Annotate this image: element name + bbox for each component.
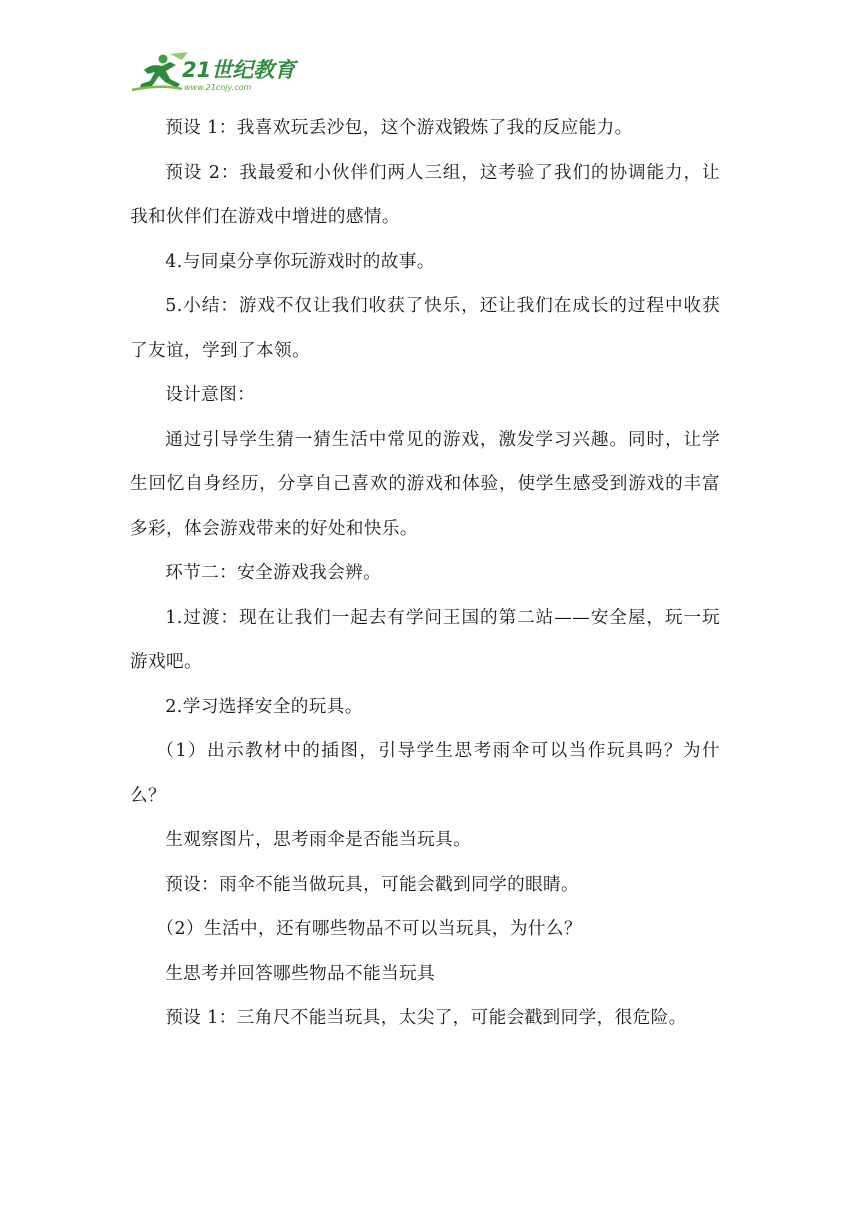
runner-logo-icon	[130, 50, 305, 94]
logo	[130, 50, 305, 94]
paragraph: 5.小结：游戏不仅让我们收获了快乐，还让我们在成长的过程中收获了友谊，学到了本领。	[130, 296, 720, 361]
paragraph: （1）出示教材中的插图，引导学生思考雨伞可以当作玩具吗？为什么？	[130, 741, 720, 806]
paragraph: 预设 1：我喜欢玩丢沙包，这个游戏锻炼了我的反应能力。	[165, 118, 633, 138]
paragraph: （2）生活中，还有哪些物品不可以当玩具，为什么？	[156, 919, 582, 939]
paragraph: 2.学习选择安全的玩具。	[165, 696, 363, 717]
paragraph: 生观察图片，思考雨伞是否能当玩具。	[165, 830, 472, 850]
paragraph: 1.过渡：现在让我们一起去有学问王国的第二站——安全屋，玩一玩游戏吧。	[130, 607, 720, 672]
paragraph: 环节二：安全游戏我会辨。	[165, 563, 382, 583]
paragraph: 生思考并回答哪些物品不能当玩具	[165, 963, 436, 984]
paragraph: 预设：雨伞不能当做玩具，可能会戳到同学的眼睛。	[165, 874, 580, 895]
paragraph: 预设 1：三角尺不能当玩具，太尖了，可能会戳到同学，很危险。	[165, 1008, 687, 1028]
logo-url: www.21cnjy.com	[184, 83, 252, 92]
document-body	[130, 106, 720, 1041]
paragraph: 预设 2：我最爱和小伙伴们两人三组，这考验了我们的协调能力，让我和伙伴们在游戏中增进的感情。	[130, 162, 720, 227]
paragraph: 设计意图：	[165, 385, 256, 405]
paragraph: 4.与同桌分享你玩游戏时的故事。	[165, 251, 435, 272]
logo-text: 21世纪教育	[182, 58, 296, 82]
paragraph: 通过引导学生猜一猜生活中常见的游戏，激发学习兴趣。同时，让学生回忆自身经历，分享自己喜欢的游戏和体验，使学生感受到游戏的丰富多彩，体会游戏带来的好处和快乐。	[130, 429, 720, 539]
